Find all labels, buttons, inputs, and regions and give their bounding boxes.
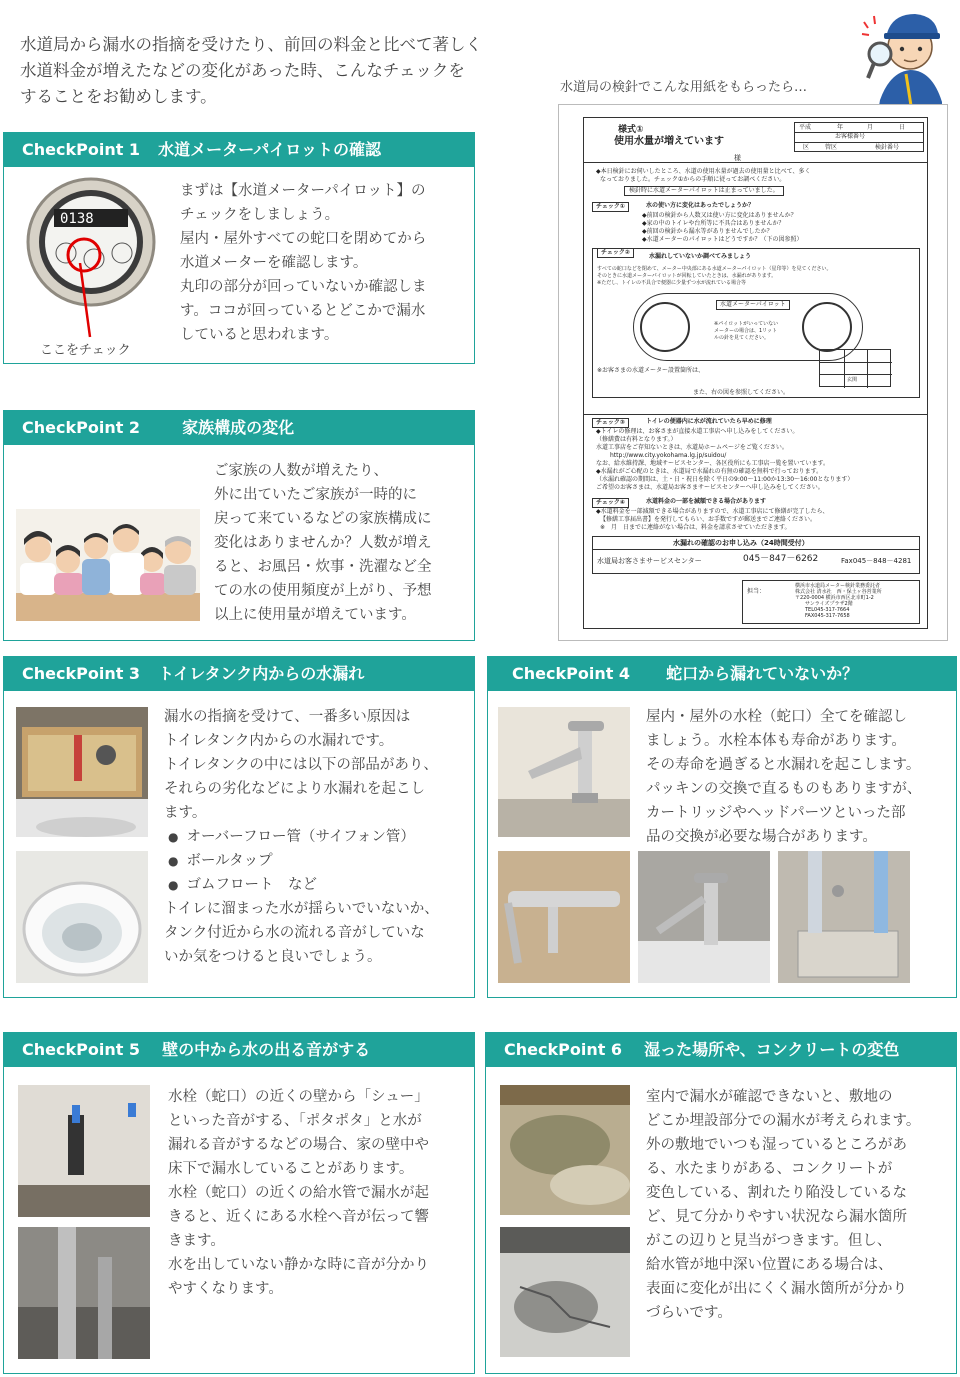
body-line: ての水の使用頻度が上がり、予想 — [214, 583, 432, 599]
office-line: TEL045-317-7664 — [805, 607, 850, 613]
checkpoint-number: CheckPoint 1 — [22, 140, 141, 159]
body-line: ると、お風呂・炊事・洗濯など全 — [214, 559, 432, 575]
form-line: （水漏れ確認の期間は、土・日・祝日を除く平日の9:00〜11:00か13:30〜16:00となります） — [596, 476, 854, 483]
form-sama: 様 — [734, 154, 741, 162]
form-handler: 担当： — [747, 588, 766, 595]
pilot-label: 水道メーターパイロット — [716, 300, 790, 310]
body-line: 以上に使用量が増えています。 — [214, 607, 416, 623]
checkpoint-2-header — [4, 411, 474, 445]
form-notice-box: 検針時に水道メーターパイロットは止まっていました。 — [624, 186, 784, 196]
checkpoint-3-card — [3, 656, 475, 998]
form-line: ◆水道メーターのパイロットはどうですか？（下の図参照） — [642, 236, 803, 243]
checkpoint-title: トイレタンク内からの水漏れ — [158, 664, 365, 683]
body-line: まずは【水道メーターパイロット】の — [180, 183, 426, 199]
office-line: サンライズプラザ2階 — [805, 601, 853, 607]
body-line: それらの劣化などにより水漏れを起こし — [164, 781, 425, 797]
form-apply-box — [592, 536, 920, 574]
body-line: 変化はありませんか？人数が増え — [214, 535, 432, 551]
body-line: チェックをしましょう。 — [180, 207, 340, 223]
body-line: 給水管が地中深い位置にある場合は、 — [646, 1257, 893, 1273]
body-line: づらいです。 — [646, 1305, 732, 1321]
intro-line: することをお勧めします。 — [20, 87, 217, 106]
form-check1-label: チェック① — [592, 202, 629, 212]
checkpoint-number: CheckPoint 2 — [22, 418, 141, 437]
meter-location-grid — [819, 349, 891, 387]
form-check2-label: チェック② — [597, 248, 634, 258]
thermostatic-faucet-photo — [498, 851, 630, 983]
form-line: そのときに水道メーターパイロットが回転していたときは、水漏れがあります。 — [597, 273, 777, 279]
red-pointer-line — [74, 263, 94, 341]
outdoor-faucet-photo — [778, 851, 910, 983]
checkpoint-5-header — [4, 1033, 474, 1067]
form-line: また、右の図を参照してください。 — [693, 389, 790, 396]
family-photo — [16, 509, 200, 621]
body-line: トイレタンク内からの水漏れです。 — [164, 733, 394, 749]
body-line: 丸印の部分が回っていないか確認しま — [180, 279, 427, 295]
form-check4-label: チェック④ — [592, 498, 629, 508]
body-line: 戻って来ているなどの家族構成に — [214, 511, 432, 527]
body-line: ど、見て分かりやすい状況なら漏水箇所 — [646, 1209, 907, 1225]
form-ku: 区 — [803, 144, 810, 151]
body-line: 表面に変化が出にくく漏水箇所が分かり — [646, 1281, 907, 1297]
faucet-photo — [498, 707, 630, 837]
form-customer-box — [794, 122, 924, 152]
form-year: 年 — [837, 124, 844, 131]
body-line: カートリッジやヘッドパーツといった部 — [646, 805, 906, 821]
checkpoint-6-header — [486, 1033, 956, 1067]
body-line: 水を出していない静かな時に音が分かり — [168, 1257, 429, 1273]
checkpoint-5-body — [168, 1085, 468, 1301]
form-line: ※ 月 日までに連絡がない場合は、料金を請求させていただきます。 — [600, 524, 791, 531]
body-line: していると思われます。 — [180, 327, 339, 343]
form-line: すべての蛇口などを閉めて、メーター中央部にある水道メーターパイロット（星印等）を見てください。 — [597, 266, 832, 272]
toilet-tank-photo — [16, 707, 148, 837]
form-check2-head: 水漏れしていないか調べてみましょう — [649, 253, 752, 260]
form-day: 日 — [899, 124, 906, 131]
form-title: 使用水量が増えています — [614, 136, 724, 147]
pilot-note: メーターの場合は、1リット — [714, 328, 777, 334]
body-line: 漏水の指摘を受けて、一番多い原因は — [164, 709, 411, 725]
form-style-label: 様式① — [618, 125, 644, 135]
body-line: きます。 — [168, 1233, 225, 1249]
single-lever-faucet-photo — [638, 851, 770, 983]
body-line: タンク付近から水の流れる音がしていな — [164, 925, 425, 941]
checkpoint-2-body — [214, 459, 470, 627]
body-line: きると、近くにある水栓へ音が伝って響 — [168, 1209, 429, 1225]
grid-center: 玄関 — [847, 377, 858, 383]
body-line: ます。 — [164, 805, 207, 821]
body-line: 水栓（蛇口）の近くの給水管で漏水が起 — [168, 1185, 429, 1201]
checkpoint-title: 家族構成の変化 — [182, 418, 295, 437]
checkpoint-title: 蛇口から漏れていないか？ — [666, 664, 859, 683]
body-line: ご家族の人数が増えたり、 — [214, 463, 388, 479]
checkpoint-title: 湿った場所や、コンクリートの変色 — [644, 1040, 900, 1059]
form-caption: 水道局の検針でこんな用紙をもらったら… — [560, 80, 808, 95]
form-line: ◆家の中のトイレや台所等に不具合はありませんか？ — [642, 220, 785, 227]
body-line: る、水たまりがある、コンクリートが — [646, 1161, 893, 1177]
body-line: どこか埋設部分での漏水が考えられます。 — [646, 1113, 921, 1129]
meter-digits: 0138 — [60, 211, 94, 227]
form-check4-head: 水道料金の一部を減額できる場合があります — [646, 498, 767, 505]
form-line: ◆トイレの修理は、お客さまが直接水道工事店へ申し込みをしてください。 — [596, 428, 799, 435]
checkpoint-4-card — [487, 656, 957, 998]
office-line: 株式会社 清水社 西・保土ヶ谷営業所 — [795, 589, 882, 595]
body-line: トイレに溜まった水が揺らいでいないか、 — [164, 901, 439, 917]
form-frame — [583, 117, 928, 629]
body-line: ましょう。水栓本体も寿命があります。 — [646, 733, 906, 749]
pilot-note: ※パイロットがいっていない — [714, 321, 779, 327]
form-check2-box — [592, 248, 920, 398]
body-line: 変色している、割れたり陥没しているな — [646, 1185, 907, 1201]
apply-fax: Fax045－848－4281 — [841, 557, 912, 565]
form-line: 水道工事店をご存知ないときは、水道局ホームページをご覧ください。 — [596, 444, 788, 451]
wall-pipe-photo — [18, 1085, 150, 1217]
checkpoint-6-body — [646, 1085, 952, 1325]
pilot-note: ルの針を見てください。 — [714, 335, 770, 341]
checkpoint-4-header — [488, 657, 956, 691]
meter-caption: ここをチェック — [40, 343, 131, 358]
form-month: 月 — [867, 124, 874, 131]
form-line: 【修繕工事届出書】を発行してもらい、お手数ですが郵送までご連絡ください。 — [600, 516, 817, 523]
checkpoint-number: CheckPoint 3 — [22, 664, 141, 683]
water-usage-notice-form — [558, 104, 948, 641]
checkpoint-6-card — [485, 1032, 957, 1374]
form-line: ※お客さまの水道メーター設置箇所は、 — [597, 367, 705, 374]
checkpoint-1-header — [4, 133, 474, 167]
body-line: 外に出ていたご家族が一時的に — [214, 487, 417, 503]
body-line: 品の交換が必要な場合があります。 — [646, 829, 877, 845]
checkpoint-1-card — [3, 132, 475, 364]
checkpoint-4-body — [646, 705, 952, 849]
checkpoint-number: CheckPoint 5 — [22, 1040, 141, 1059]
apply-tel: 045－847－6262 — [743, 554, 819, 564]
apply-center: 水道局お客さまサービスセンター — [597, 557, 702, 565]
body-line: がこの辺りと見当がつきます。但し、 — [646, 1233, 892, 1249]
body-line: いか気をつけると良いでしょう。 — [164, 949, 382, 965]
body-line: トイレタンクの中には以下の部品があり、 — [164, 757, 438, 773]
intro-text — [20, 32, 540, 110]
body-line: 水栓（蛇口）の近くの壁から「シュー」 — [168, 1089, 429, 1105]
form-line: （修繕費は有料となります。） — [596, 436, 677, 443]
body-line: す。ココが回っているとどこかで漏水 — [180, 303, 426, 319]
cracked-concrete-photo — [500, 1227, 630, 1357]
body-line: 屋内・屋外の水栓（蛇口）全てを確認し — [646, 709, 907, 725]
body-line: 床下で漏水していることがあります。 — [168, 1161, 414, 1177]
form-line: ◆前回の検針から人数又は使い方に変化はありませんか？ — [642, 212, 797, 219]
form-line: ◆水道料金を一部減額できる場合がありますので、水道工事店にて修繕が完了したら、 — [596, 508, 829, 515]
body-line: やすくなります。 — [168, 1281, 283, 1297]
form-office-box — [742, 580, 920, 624]
body-line: 外の敷地でいつも湿っているところがあ — [646, 1137, 907, 1153]
form-check3-label: チェック③ — [592, 418, 629, 428]
checkpoint-3-body — [164, 705, 470, 969]
checkpoint-1-body — [180, 179, 470, 347]
checkpoint-5-card — [3, 1032, 475, 1374]
checkpoint-number: CheckPoint 6 — [504, 1040, 623, 1059]
form-line: ※ただし、トイレの不具合で便器に少量ずつ水が流れている場合等 — [597, 280, 746, 286]
form-line: なお、給水維持課、地域サービスセンター、各区役所にも工事店一覧を置いています。 — [596, 460, 830, 467]
form-line: ◆水漏れがご心配のときは、水道局で水漏れの有無の確認を無料で行っております。 — [596, 468, 823, 475]
bullet-item: ● ボールタップ — [164, 849, 470, 873]
form-check3-head: トイレの便器内に水が流れていたら早めに修理 — [646, 418, 772, 425]
form-era: 平成 — [799, 124, 812, 131]
inspector-mascot-illustration — [860, 2, 955, 112]
office-line: FAX045-317-7658 — [805, 613, 850, 619]
intro-line: 水道料金が増えたなどの変化があった時、こんなチェックを — [20, 61, 465, 80]
toilet-bowl-photo — [16, 851, 148, 983]
office-line: 横浜市水道局メーター検針業務委託者 — [795, 583, 881, 589]
office-line: 〒220-0004 横浜市西区北幸町1-2 — [795, 595, 874, 601]
body-line: その寿命を過ぎると水漏れを起こします。 — [646, 757, 921, 773]
body-line: 室内で漏水が確認できないと、敷地の — [646, 1089, 893, 1105]
form-check1-head: 水の使い方に変化はあったでしょうか？ — [646, 202, 754, 209]
underfloor-pipe-photo — [18, 1227, 150, 1359]
body-line: といった音がする、「ポタポタ」と水が — [168, 1113, 422, 1129]
checkpoint-number: CheckPoint 4 — [512, 664, 631, 683]
body-line: パッキンの交換で直るものもありますが、 — [646, 781, 922, 797]
bullet-item: ● ゴムフロート など — [164, 873, 470, 897]
intro-line: 水道局から漏水の指摘を受けたり、前回の料金と比べて著しく — [20, 35, 482, 54]
form-line: ◆前回の検針から漏水等がありませんでしたか？ — [642, 228, 773, 235]
form-kenshin: 検針番号 — [875, 144, 900, 151]
form-url: http://www.city.yokohama.lg.jp/suidou/ — [610, 452, 727, 459]
checkpoint-3-header — [4, 657, 474, 691]
apply-title: 水漏れの確認のお申し込み（24時間受付） — [673, 539, 809, 547]
body-line: 水道メーターを確認します。 — [180, 255, 368, 271]
body-line: 屋内・屋外すべての蛇口を閉めてから — [180, 231, 427, 247]
form-notice: なっておりました。チェック①からの手順に従ってお調べください。 — [600, 176, 786, 183]
form-kanku: 管区 — [825, 144, 838, 151]
bullet-item: ● オーバーフロー管（サイフォン管） — [164, 825, 470, 849]
damp-concrete-photo — [500, 1085, 630, 1215]
form-customer-no: お客様番号 — [835, 133, 866, 140]
body-line: 漏れる音がするなどの場合、家の壁中や — [168, 1137, 429, 1153]
checkpoint-title: 水道メーターパイロットの確認 — [158, 140, 381, 159]
form-line: ご希望のお客さまは、水道局お客さまサービスセンターへ申し込みをしてください。 — [596, 484, 824, 491]
form-notice: ◆本日検針にお伺いしたところ、水道の使用水量が過去の使用量と比べて、多く — [596, 168, 811, 175]
checkpoint-2-card — [3, 410, 475, 641]
checkpoint-title: 壁の中から水の出る音がする — [162, 1040, 371, 1059]
